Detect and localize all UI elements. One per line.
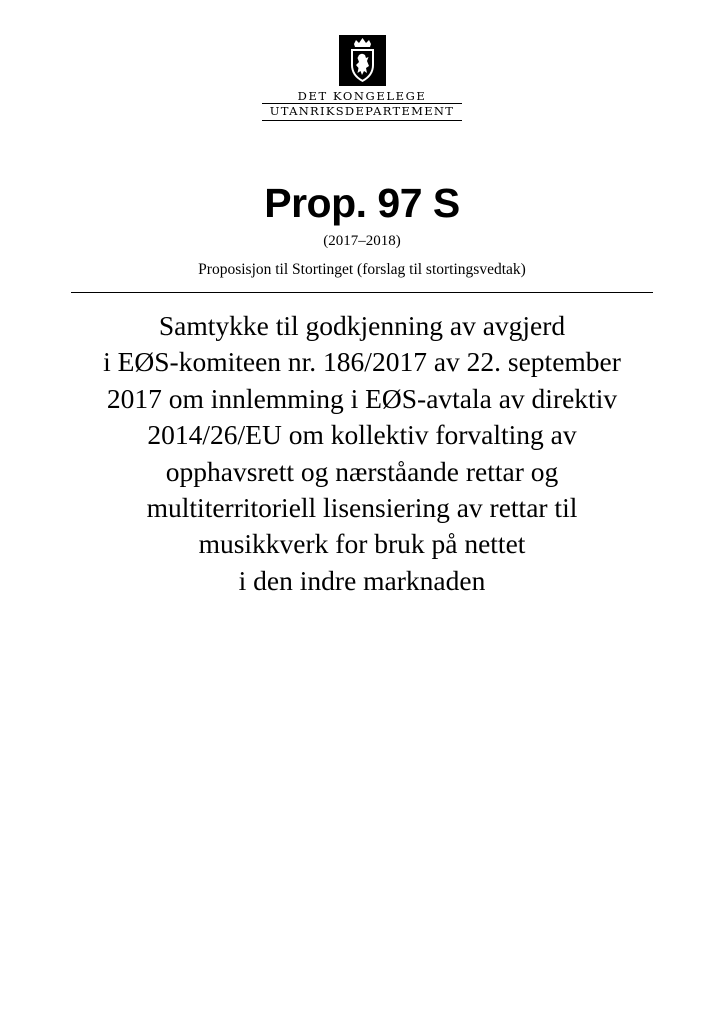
ministry-underline bbox=[262, 120, 462, 121]
title-line: i den indre marknaden bbox=[238, 564, 486, 596]
ministry-name-line1: DET KONGELEGE bbox=[297, 89, 427, 103]
title-line: Samtykke til godkjenning av avgjerd bbox=[158, 310, 566, 341]
title-line: musikkverk for bruk på nettet bbox=[198, 528, 526, 560]
title-line: opphavsrett og nærståande rettar og bbox=[165, 455, 559, 487]
ministry-name-line2: UTANRIKSDEPARTEMENT bbox=[269, 104, 455, 118]
title-divider bbox=[71, 292, 653, 293]
proposition-number: Prop. 97 S bbox=[264, 180, 460, 226]
title-line: multiterritoriell lisensiering av rettar til bbox=[146, 492, 578, 524]
title-line: 2014/26/EU om kollektiv forvalting av bbox=[147, 419, 577, 451]
session-years: (2017–2018) bbox=[323, 233, 401, 249]
title-line: i EØS-komiteen nr. 186/2017 av 22. september bbox=[103, 346, 621, 378]
title-line: 2017 om innlemming i EØS-avtala av direktiv bbox=[106, 382, 618, 414]
proposition-subtitle: Proposisjon til Stortinget (forslag til stortingsvedtak) bbox=[198, 261, 526, 278]
norwegian-coat-of-arms-icon bbox=[339, 35, 386, 86]
document-title bbox=[40, 308, 684, 599]
